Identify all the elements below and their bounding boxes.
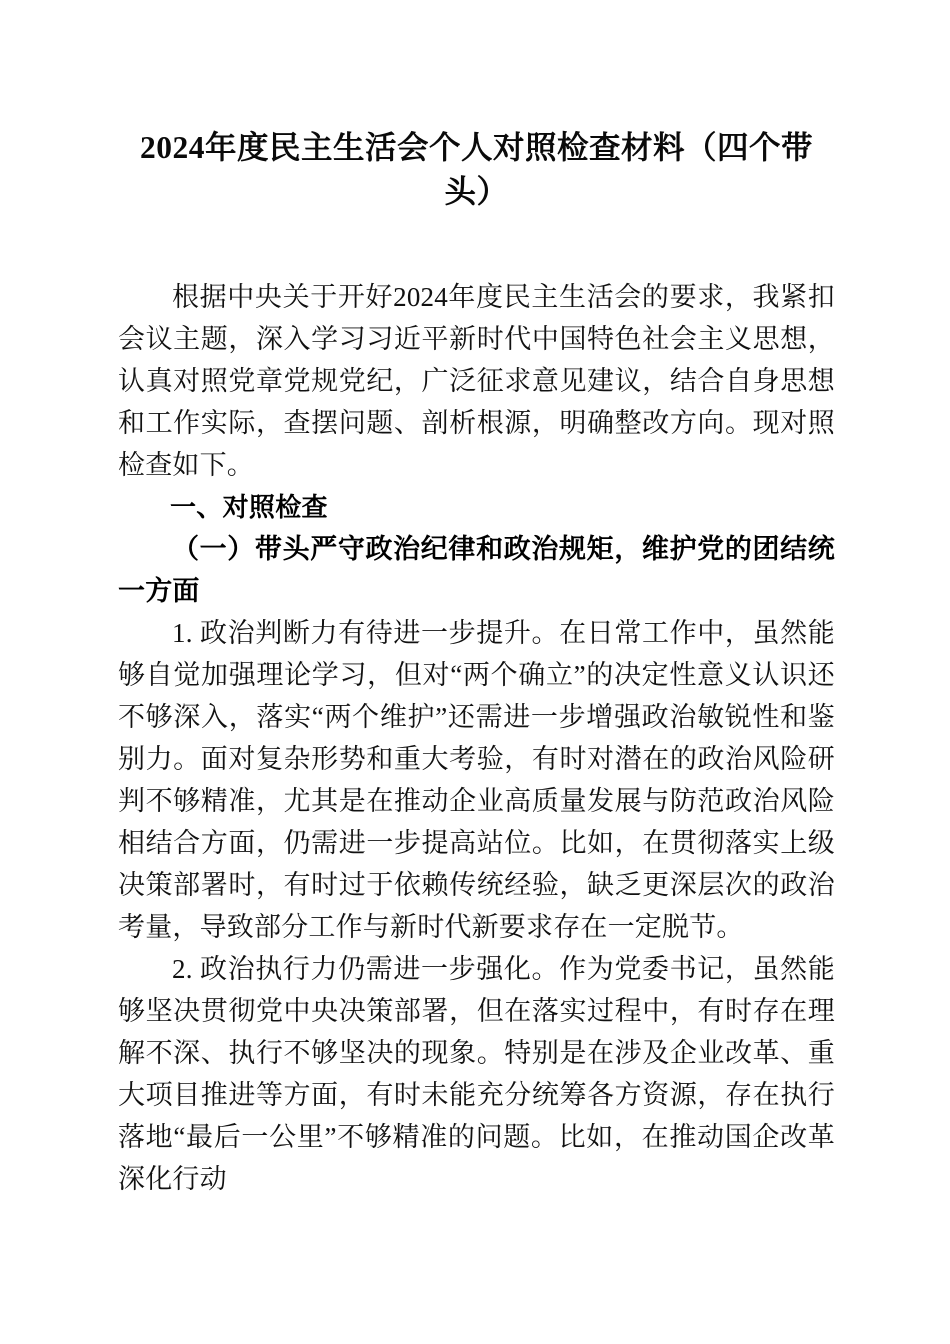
preamble-paragraph: 根据中央关于开好2024年度民主生活会的要求，我紧扣会议主题，深入学习习近平新时代中国特色社会主义思想，认真对照党章党规党纪，广泛征求意见建议，结合自身思想和工作实际，查摆问题、剖析根源，明确整改方向。现对照检查如下。 xyxy=(118,282,835,480)
numbered-item-2: 2. 政治执行力仍需进一步强化。作为党委书记，虽然能够坚决贯彻党中央决策部署，但在落实过程中，有时存在理解不深、执行不够坚决的现象。特别是在涉及企业改革、重大项目推进等方面，有时未能充分统筹各方资源，存在执行落地“最后一公里”不够精准的问题。比如，在推动国企改革深化行动 xyxy=(118,954,835,1194)
document-content xyxy=(118,276,835,1200)
page-title: 2024年度民主生活会个人对照检查材料（四个带头） xyxy=(139,130,813,209)
subsection-heading-1-1: （一）带头严守政治纪律和政治规矩，维护党的团结统一方面 xyxy=(118,534,835,606)
section-heading-1: 一、对照检查 xyxy=(170,492,328,522)
numbered-item-1: 1. 政治判断力有待进一步提升。在日常工作中，虽然能够自觉加强理论学习，但对“两个确立”的决定性意义认识还不够深入，落实“两个维护”还需进一步增强政治敏锐性和鉴别力。面对复杂形势和重大考验，有时对潜在的政治风险研判不够精准，尤其是在推动企业高质量发展与防范政治风险相结合方面，仍需进一步提高站位。比如，在贯彻落实上级决策部署时，有时过于依赖传统经验，缺乏更深层次的政治考量，导致部分工作与新时代新要求存在一定脱节。 xyxy=(118,618,835,942)
